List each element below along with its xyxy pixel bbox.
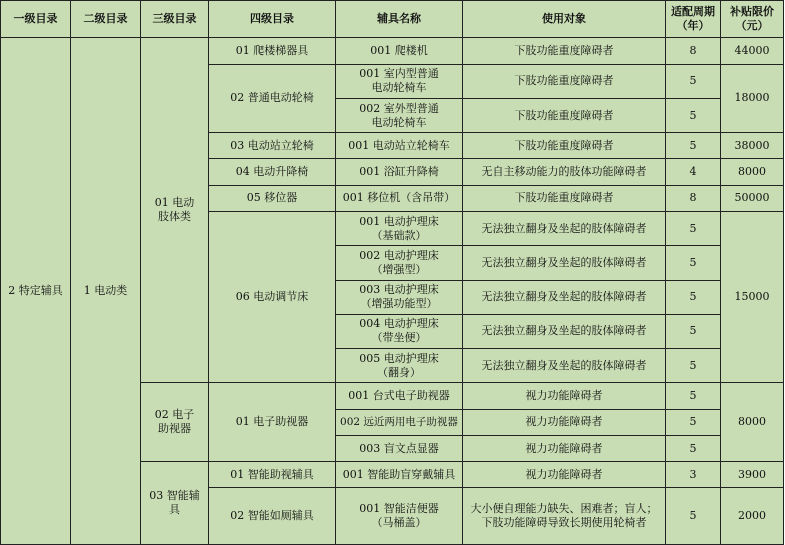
table-row (1, 38, 784, 64)
subsidy-limit: 38000 (721, 133, 784, 159)
device-name: 001 台式电子助视器 (336, 383, 463, 409)
target-user: 下肢功能重度障碍者 (463, 64, 666, 98)
fitting-period: 8 (666, 185, 721, 211)
header-row (1, 1, 784, 38)
fitting-period: 5 (666, 133, 721, 159)
level2-category: 1 电动类 (71, 38, 141, 545)
subsidy-limit: 2000 (721, 488, 784, 545)
level1-category: 2 特定辅具 (1, 38, 71, 545)
target-user: 无自主移动能力的肢体功能障碍者 (463, 159, 666, 185)
target-user: 视力功能障碍者 (463, 409, 666, 435)
subsidy-limit: 50000 (721, 185, 784, 211)
subsidy-limit: 15000 (721, 211, 784, 383)
level4-category: 02 普通电动轮椅 (209, 64, 336, 133)
target-user: 无法独立翻身及坐起的肢体障碍者 (463, 246, 666, 280)
level3-category: 03 智能辅具 (141, 462, 209, 545)
header-target: 使用对象 (463, 1, 666, 38)
header-level4: 四级目录 (209, 1, 336, 38)
subsidy-limit: 8000 (721, 159, 784, 185)
target-user: 下肢功能重度障碍者 (463, 185, 666, 211)
target-user: 无法独立翻身及坐起的肢体障碍者 (463, 211, 666, 245)
fitting-period: 8 (666, 38, 721, 64)
header-period: 适配周期 （年） (666, 1, 721, 38)
fitting-period: 5 (666, 98, 721, 132)
header-level2: 二级目录 (71, 1, 141, 38)
level4-category: 03 电动站立轮椅 (209, 133, 336, 159)
level4-category: 04 电动升降椅 (209, 159, 336, 185)
header-level1: 一级目录 (1, 1, 71, 38)
fitting-period: 5 (666, 435, 721, 461)
device-name: 001 移位机（含吊带） (336, 185, 463, 211)
target-user: 无法独立翻身及坐起的肢体障碍者 (463, 280, 666, 314)
device-name: 003 电动护理床 （增强功能型） (336, 280, 463, 314)
fitting-period: 5 (666, 280, 721, 314)
target-user: 视力功能障碍者 (463, 383, 666, 409)
target-user: 下肢功能重度障碍者 (463, 133, 666, 159)
target-user: 视力功能障碍者 (463, 435, 666, 461)
level4-category: 01 爬楼梯器具 (209, 38, 336, 64)
target-user: 下肢功能重度障碍者 (463, 38, 666, 64)
level4-category: 05 移位器 (209, 185, 336, 211)
fitting-period: 5 (666, 488, 721, 545)
target-user: 无法独立翻身及坐起的肢体障碍者 (463, 314, 666, 348)
device-name: 002 室外型普通 电动轮椅车 (336, 98, 463, 132)
target-user: 无法独立翻身及坐起的肢体障碍者 (463, 349, 666, 383)
level3-category: 02 电子 助视器 (141, 383, 209, 462)
device-name: 001 电动护理床 （基础款） (336, 211, 463, 245)
subsidy-limit: 44000 (721, 38, 784, 64)
level4-category: 01 智能助视辅具 (209, 462, 336, 488)
device-name: 001 电动站立轮椅车 (336, 133, 463, 159)
device-name: 001 智能洁便器 （马桶盖） (336, 488, 463, 545)
level4-category: 02 智能如厕辅具 (209, 488, 336, 545)
fitting-period: 5 (666, 349, 721, 383)
device-name: 001 爬楼机 (336, 38, 463, 64)
target-user: 视力功能障碍者 (463, 462, 666, 488)
subsidy-limit: 8000 (721, 383, 784, 462)
target-user: 下肢功能重度障碍者 (463, 98, 666, 132)
device-name: 001 智能助盲穿戴辅具 (336, 462, 463, 488)
header-subsidy: 补贴限价 （元） (721, 1, 784, 38)
subsidy-limit: 18000 (721, 64, 784, 133)
device-name: 005 电动护理床 （翻身） (336, 349, 463, 383)
device-name: 001 室内型普通 电动轮椅车 (336, 64, 463, 98)
device-name: 003 盲文点显器 (336, 435, 463, 461)
fitting-period: 5 (666, 211, 721, 245)
fitting-period: 5 (666, 64, 721, 98)
device-name: 001 浴缸升降椅 (336, 159, 463, 185)
device-name: 004 电动护理床 （带坐便） (336, 314, 463, 348)
device-name: 002 远近两用电子助视器 (336, 409, 463, 435)
header-level3: 三级目录 (141, 1, 209, 38)
level4-category: 01 电子助视器 (209, 383, 336, 462)
fitting-period: 5 (666, 409, 721, 435)
subsidy-limit: 3900 (721, 462, 784, 488)
fitting-period: 5 (666, 314, 721, 348)
fitting-period: 3 (666, 462, 721, 488)
device-name: 002 电动护理床 （增强型） (336, 246, 463, 280)
fitting-period: 4 (666, 159, 721, 185)
level3-category: 01 电动 肢体类 (141, 38, 209, 383)
fitting-period: 5 (666, 383, 721, 409)
header-name: 辅具名称 (336, 1, 463, 38)
target-user: 大小便自理能力缺失、困难者；盲人；下肢功能障碍导致长期使用轮椅者 (463, 488, 666, 545)
fitting-period: 5 (666, 246, 721, 280)
level4-category: 06 电动调节床 (209, 211, 336, 383)
